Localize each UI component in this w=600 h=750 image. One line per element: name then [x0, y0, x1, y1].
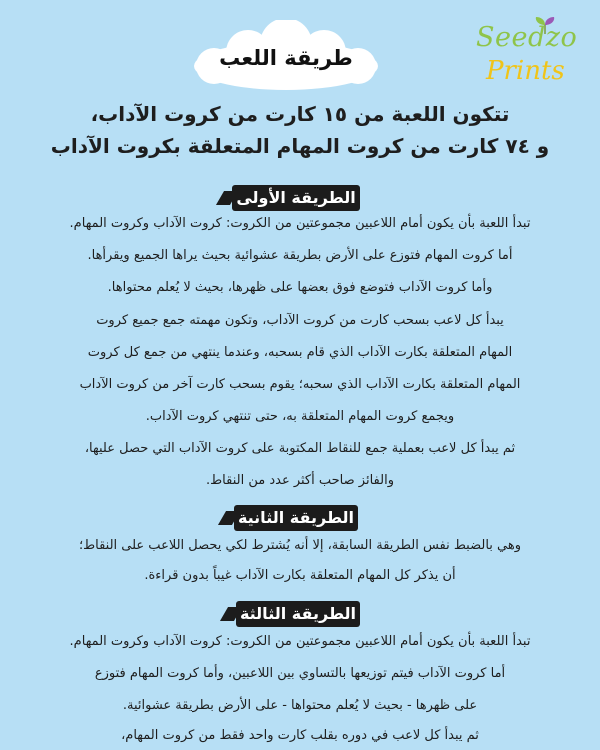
intro	[20, 98, 580, 162]
section-line: تبدأ اللعبة بأن يكون أمام اللاعبين مجموعتين من الكروت: كروت الآداب وكروت المهام.	[69, 634, 531, 649]
section-heading-third: الطريقة الثالثة	[236, 601, 360, 627]
logo-text-prints: Prints	[486, 56, 565, 86]
intro-line: تتكون اللعبة من ١٥ كارت من كروت الآداب،	[90, 102, 510, 126]
section-line: وأما كروت الآداب فتوضع فوق بعضها على ظهرها، بحيث لا يُعلم محتواها.	[107, 280, 493, 295]
section-line: ثم يبدأ كل لاعب في دوره بقلب كارت واحد فقط من كروت المهام،	[121, 728, 479, 743]
section-line: وهي بالضبط نفس الطريقة السابقة، إلا أنه يُشترط لكي يحصل اللاعب على النقاط؛	[78, 538, 522, 553]
section-line: ويجمع كروت المهام المتعلقة به، حتى تنتهي كروت الآداب.	[145, 409, 455, 424]
section-line: أن يذكر كل المهام المتعلقة بكارت الآداب غيباً بدون قراءة.	[144, 568, 456, 583]
section-line: والفائز صاحب أكثر عدد من النقاط.	[206, 473, 394, 488]
section-line: ثم يبدأ كل لاعب بعملية جمع للنقاط المكتوبة على كروت الآداب التي حصل عليها،	[84, 441, 516, 456]
section-line: المهام المتعلقة بكارت الآداب الذي سحبه؛ يقوم بسحب كارت آخر من كروت الآداب	[79, 377, 521, 392]
intro-line: و ٧٤ كارت من كروت المهام المتعلقة بكروت الآداب	[50, 134, 550, 158]
section-line: أما كروت الآداب فيتم توزيعها بالتساوي بين اللاعبين، وأما كروت المهام فتوزع	[94, 666, 506, 681]
logo-text-seedzo: Seedzo	[476, 22, 578, 53]
section-line: تبدأ اللعبة بأن يكون أمام اللاعبين مجموعتين من الكروت: كروت الآداب وكروت المهام.	[69, 216, 531, 231]
title-cloud	[186, 20, 386, 92]
section-line: أما كروت المهام فتوزع على الأرض بطريقة عشوائية بحيث يراها الجميع ويقرأها.	[87, 248, 513, 263]
section-heading-second: الطريقة الثانية	[234, 505, 358, 531]
section-heading-first: الطريقة الأولى	[232, 185, 360, 211]
section-line: يبدأ كل لاعب بسحب كارت من كروت الآداب، وتكون مهمته جمع جميع كروت	[96, 313, 504, 328]
brand-logo	[462, 14, 582, 92]
section-line: المهام المتعلقة بكارت الآداب الذي قام بسحبه، وعندما ينتهي من جمع كل كروت	[87, 345, 513, 360]
page-title: طريقة اللعب	[219, 46, 353, 70]
section-line: على ظهرها - بحيث لا يُعلم محتواها - على الأرض بطريقة عشوائية.	[122, 698, 478, 713]
